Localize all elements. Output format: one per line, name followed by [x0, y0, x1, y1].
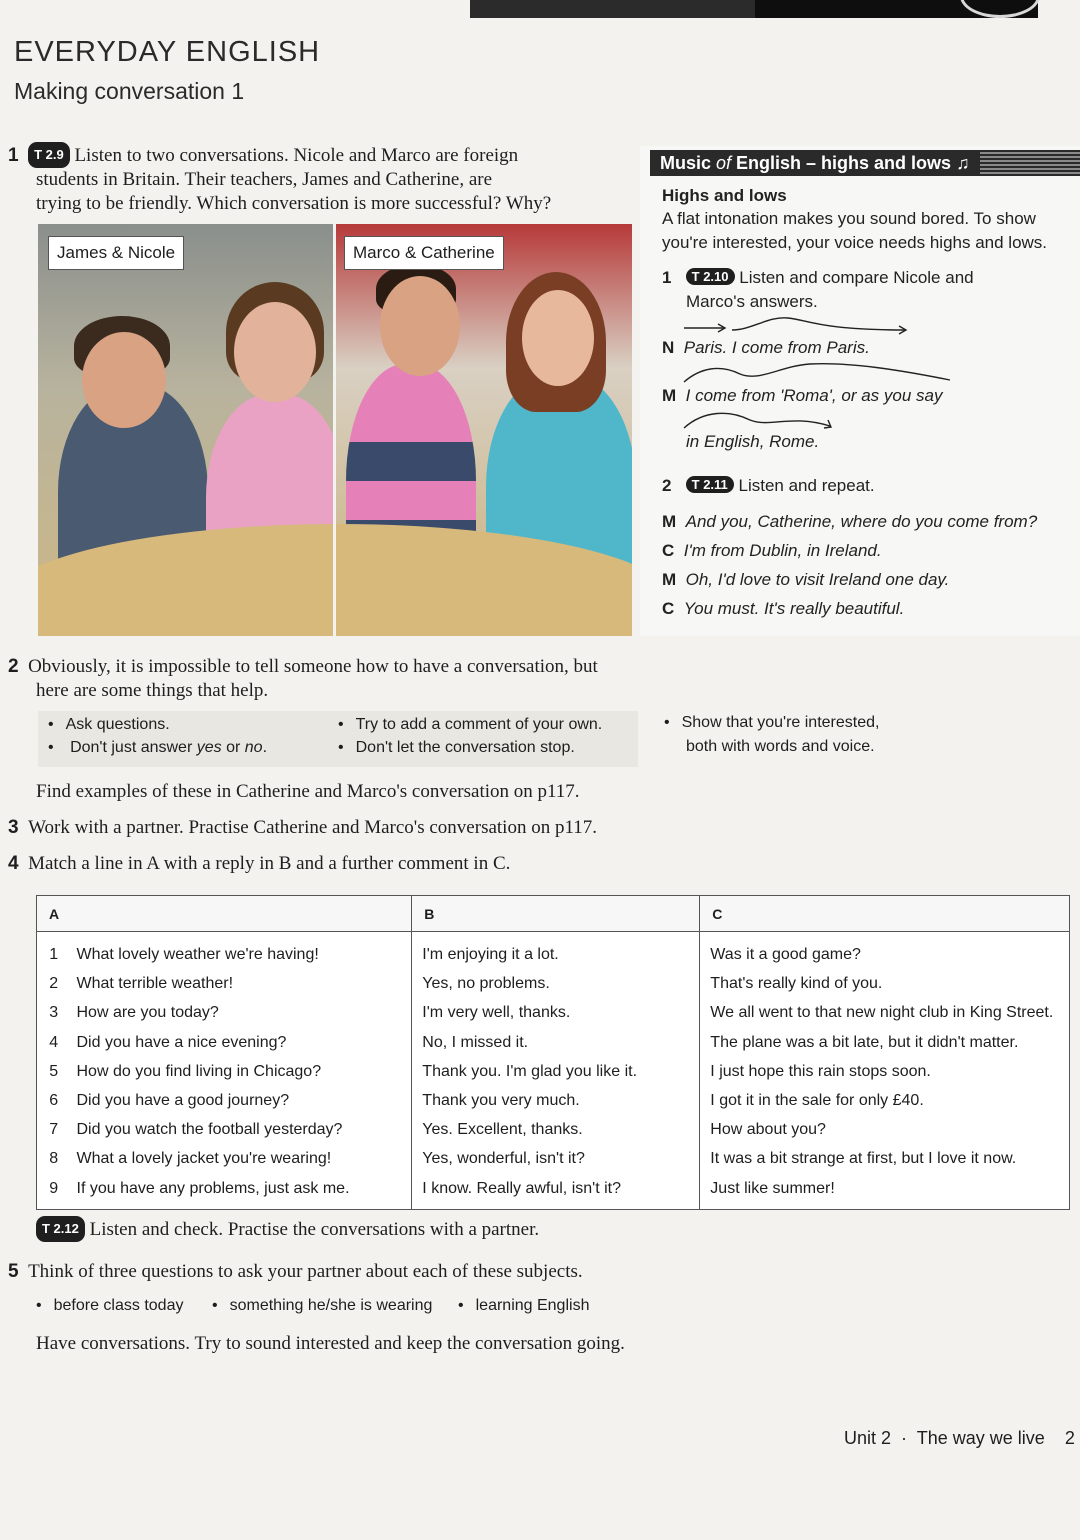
music-m-line: M I come from 'Roma', or as you say	[662, 386, 943, 405]
exercise-3: 3 Work with a partner. Practise Catherine and Marco's conversation on p117.	[8, 817, 597, 838]
list-item: Yes, no problems.	[422, 975, 550, 993]
page-subtitle: Making conversation 1	[14, 78, 245, 104]
list-item: I know. Really awful, isn't it?	[422, 1179, 621, 1197]
list-item: That's really kind of you.	[710, 975, 883, 993]
intonation-curve-icon	[680, 406, 860, 432]
exercise-1	[8, 142, 628, 216]
list-item: I'm very well, thanks.	[422, 1004, 571, 1022]
tip-bullet-continued: both with words and voice.	[686, 738, 875, 755]
subject-bullet: • before class today	[36, 1297, 183, 1315]
list-item: Did you have a good journey?	[76, 1092, 290, 1110]
page-footer: Unit 2 · The way we live 2	[844, 1428, 1075, 1448]
tip-bullet: • Show that you're interested,	[664, 714, 879, 732]
exercise-number: 1	[8, 145, 19, 166]
exercise-1-line: Listen to two conversations. Nicole and Marco are foreign	[74, 145, 519, 166]
music-n-line: N Paris. I come from Paris.	[662, 338, 870, 357]
list-item: Did you have a nice evening?	[76, 1033, 287, 1051]
exercise-1-line: students in Britain. Their teachers, James and Catherine, are	[36, 169, 493, 190]
exercise-number: 5	[8, 1261, 19, 1282]
listen-and-check: T 2.12 Listen and check. Practise the conversations with a partner.	[36, 1216, 539, 1242]
matching-table	[36, 895, 1070, 1210]
column-c-comments	[700, 932, 1070, 1210]
list-item: How are you today?	[76, 1004, 219, 1022]
audio-track-badge[interactable]: T 2.12	[36, 1216, 85, 1242]
list-item: We all went to that new night club in King Street.	[710, 1004, 1054, 1022]
subject-bullet: • something he/she is wearing	[212, 1297, 432, 1315]
list-item: Did you watch the football yesterday?	[76, 1121, 343, 1139]
tip-bullet: • Try to add a comment of your own.	[338, 716, 602, 734]
list-item: What terrible weather!	[76, 975, 234, 993]
exercise-number: 3	[8, 817, 19, 838]
column-header-a: A	[37, 896, 412, 932]
tip-bullet: • Don't let the conversation stop.	[338, 739, 575, 757]
column-header-c: C	[700, 896, 1070, 932]
line-numbers: 1 2 3 4 5 6 7 8 9	[37, 932, 67, 1210]
list-item: No, I missed it.	[422, 1033, 529, 1051]
list-item: What lovely weather we're having!	[76, 946, 319, 963]
exercise-2-find: Find examples of these in Catherine and Marco's conversation on p117.	[36, 781, 580, 802]
list-item: The plane was a bit late, but it didn't matter.	[710, 1033, 1019, 1051]
exercise-5: 5 Think of three questions to ask your partner about each of these subjects.	[8, 1261, 583, 1282]
music-subheading: Highs and lows	[662, 186, 787, 205]
exercise-number: 4	[8, 853, 19, 874]
list-item: Was it a good game?	[710, 946, 861, 963]
column-b-replies	[412, 932, 700, 1210]
list-item: What a lovely jacket you're wearing!	[76, 1150, 332, 1168]
list-item: I'm enjoying it a lot.	[422, 946, 559, 963]
music-box-heading: Music of English – highs and lows ♫	[650, 150, 1080, 176]
music-m-line-2: in English, Rome.	[686, 432, 820, 451]
tip-bullet: • Ask questions.	[48, 716, 170, 734]
list-item: I just hope this rain stops soon.	[710, 1062, 931, 1080]
dialogue-line: M And you, Catherine, where do you come from?	[662, 512, 1038, 531]
music-item-1-line: Marco's answers.	[686, 292, 818, 311]
column-a-lines	[67, 932, 412, 1210]
list-item: Yes, wonderful, isn't it?	[422, 1150, 585, 1168]
exercise-number: 2	[8, 656, 19, 677]
photo-label-left: James & Nicole	[48, 236, 184, 270]
music-of-english-box	[640, 146, 1080, 636]
list-item: If you have any problems, just ask me.	[76, 1179, 350, 1197]
exercise-5-closing: Have conversations. Try to sound interested and keep the conversation going.	[36, 1333, 625, 1354]
audio-track-badge[interactable]: T 2.9	[28, 142, 70, 168]
photo-label-right: Marco & Catherine	[344, 236, 504, 270]
music-item-2: 2 T 2.11 Listen and repeat.	[662, 476, 875, 495]
music-intro-line: A flat intonation makes you sound bored. To show	[662, 209, 1036, 228]
intonation-curve-icon	[680, 360, 960, 386]
music-item-1: 1 T 2.10 Listen and compare Nicole and	[662, 268, 974, 287]
music-intro-line: you're interested, your voice needs highs and lows.	[662, 233, 1048, 252]
list-item: I got it in the sale for only £40.	[710, 1092, 924, 1110]
conversation-photo	[38, 224, 632, 636]
audio-track-badge[interactable]: T 2.10	[686, 268, 735, 285]
list-item: Thank you. I'm glad you like it.	[422, 1062, 638, 1080]
dialogue-line: M Oh, I'd love to visit Ireland one day.	[662, 570, 950, 589]
exercise-2: 2 Obviously, it is impossible to tell someone how to have a conversation, but here are some things that help.	[8, 656, 598, 701]
list-item: Just like summer!	[710, 1179, 835, 1197]
intonation-arrow-icon	[680, 314, 920, 336]
list-item: How do you find living in Chicago?	[76, 1062, 322, 1080]
page-number: 2	[1064, 1428, 1075, 1448]
list-item: How about you?	[710, 1121, 826, 1139]
dialogue-line: C I'm from Dublin, in Ireland.	[662, 541, 882, 560]
dialogue-line: C You must. It's really beautiful.	[662, 599, 905, 618]
list-item: It was a bit strange at first, but I love it now.	[710, 1150, 1017, 1168]
footer-unit: Unit 2	[844, 1428, 892, 1448]
exercise-4: 4 Match a line in A with a reply in B and a further comment in C.	[8, 853, 511, 874]
exercise-1-line: trying to be friendly. Which conversation is more successful? Why?	[36, 193, 552, 214]
column-header-b: B	[412, 896, 700, 932]
tip-bullet: • Don't just answer yes or no.	[48, 739, 267, 757]
subject-bullet: • learning English	[458, 1297, 589, 1315]
list-item: Thank you very much.	[422, 1092, 580, 1110]
list-item: Yes. Excellent, thanks.	[422, 1121, 583, 1139]
page-title: EVERYDAY ENGLISH	[14, 36, 321, 68]
music-note-icon: ♫	[956, 153, 970, 173]
audio-track-badge[interactable]: T 2.11	[686, 476, 734, 493]
footer-chapter: The way we live	[916, 1428, 1045, 1448]
